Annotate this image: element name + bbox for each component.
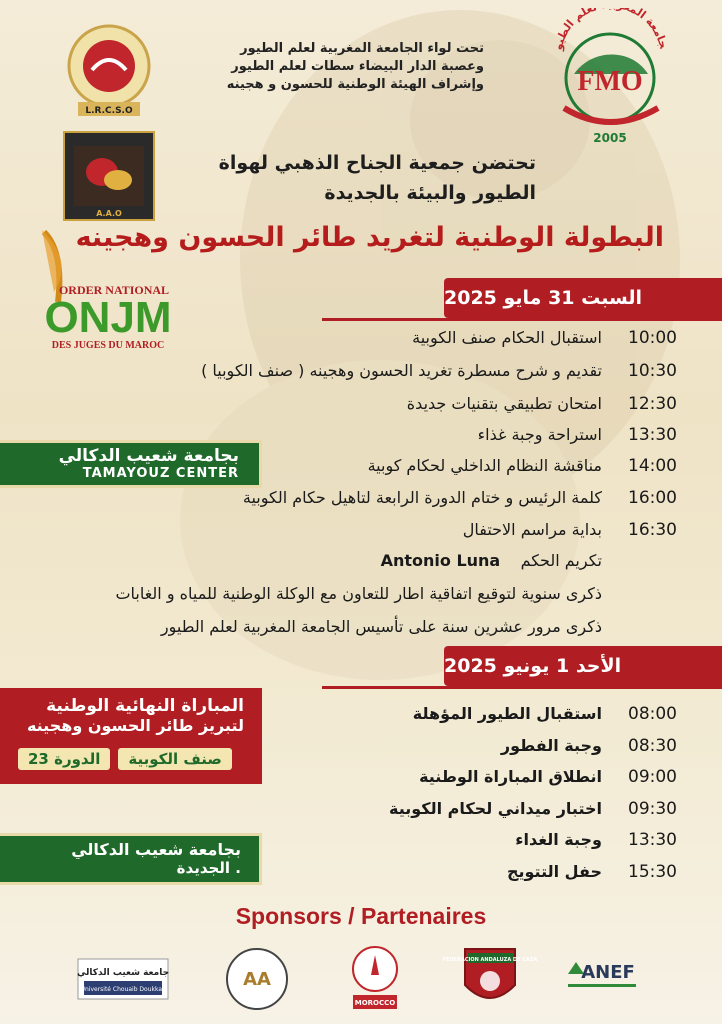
schedule-time: 10:00 — [628, 328, 677, 348]
svg-text:ORDER NATIONAL: ORDER NATIONAL — [58, 283, 170, 297]
venue-line-1: بجامعة شعيب الدكالي — [71, 840, 241, 859]
schedule-activity: استقبال الطيور المؤهلة — [412, 704, 602, 723]
sponsor-logos — [0, 945, 722, 1015]
venue-box — [0, 440, 262, 488]
host-line-1: تحتضن جمعية الجناح الذهبي لهواة — [218, 152, 536, 174]
schedule-time: 10:30 — [628, 361, 677, 381]
schedule-time: 16:00 — [628, 488, 677, 508]
schedule-row — [0, 520, 722, 550]
svg-text:ANEF: ANEF — [581, 962, 635, 983]
final-badges — [18, 748, 232, 770]
university-logo — [78, 945, 168, 1013]
final-line-1: المباراة النهائية الوطنية — [46, 696, 244, 716]
schedule-time: 16:30 — [628, 520, 677, 540]
divider — [322, 686, 722, 689]
schedule-activity: امتحان تطبيقي بتقنيات جديدة — [406, 394, 602, 413]
svg-text:جامعة شعيب الدكالي: جامعة شعيب الدكالي — [76, 968, 170, 978]
schedule-row — [0, 799, 722, 829]
schedule-activity: تقديم و شرح مسطرة تغريد الحسون وهجينه ( صنف الكوبيا ) — [201, 361, 602, 380]
schedule-time: 12:30 — [628, 394, 677, 414]
svg-text:DES JUGES DU MAROC: DES JUGES DU MAROC — [51, 340, 165, 351]
patronage-line: تحت لواء الجامعة المغربية لعلم الطيور — [240, 41, 484, 56]
svg-text:AA: AA — [243, 969, 271, 990]
honor-name: Antonio Luna — [380, 551, 501, 570]
note-line: ذكرى سنوية لتوقيع اتفاقية اطار للتعاون مع الوكلة الوطنية للمياه و الغابات — [115, 584, 602, 603]
schedule-activity: وجبة الفطور — [500, 736, 602, 755]
schedule-row — [0, 328, 722, 358]
divider — [322, 318, 722, 321]
arcso-logo — [60, 22, 158, 118]
aao-logo — [60, 128, 158, 224]
schedule-time: 09:30 — [628, 799, 677, 819]
venue-arabic: بجامعة شعيب الدكالي — [58, 446, 239, 466]
svg-text:Université Chouaib Doukkali: Université Chouaib Doukkali — [80, 986, 166, 993]
category-badge: صنف الكوبية — [118, 748, 231, 770]
svg-text:الجامعة المغربية لعلم الطيور: جامعة الم علم الطيو — [552, 8, 670, 52]
sponsors-title: Sponsors / Partenaires — [235, 903, 487, 929]
schedule-time: 09:00 — [628, 767, 677, 787]
schedule-time: 13:30 — [628, 425, 677, 445]
venue-english: TAMAYOUZ CENTER — [82, 466, 239, 481]
schedule-activity: بداية مراسم الاحتفال — [462, 520, 602, 539]
note-line: ذكرى مرور عشرين سنة على تأسيس الجامعة المغربية لعلم الطيور — [160, 617, 602, 636]
schedule-activity: استقبال الحكام صنف الكوبية — [412, 328, 602, 347]
breeding-club-logo — [345, 945, 405, 1013]
schedule-time: 14:00 — [628, 456, 677, 476]
svg-text:L.R.C.S.O: L.R.C.S.O — [85, 106, 133, 116]
venue-line-2: . الجديدة — [176, 859, 241, 877]
schedule-activity: كلمة الرئيس و ختام الدورة الرابعة لتاهيل حكام الكوبية — [242, 488, 602, 507]
svg-text:2005: 2005 — [593, 131, 627, 145]
schedule-row — [0, 394, 722, 424]
frmo-logo — [552, 8, 670, 148]
federacion-andaluza-logo — [442, 945, 538, 1013]
schedule-row — [0, 488, 722, 518]
schedule-time: 15:30 — [628, 862, 677, 882]
svg-text:MOROCCO: MOROCCO — [354, 999, 396, 1007]
schedule-row — [0, 361, 722, 391]
schedule-time: 08:00 — [628, 704, 677, 724]
day1-label: السبت 31 مايو 2025 — [444, 278, 722, 318]
championship-title: البطولة الوطنية لتغريد طائر الحسون وهجينه — [75, 222, 664, 253]
edition-badge: الدورة 23 — [18, 748, 110, 770]
svg-text:ONJM: ONJM — [44, 293, 172, 342]
honor-prefix: تكريم الحكم — [520, 551, 602, 570]
svg-text:A.A.O: A.A.O — [96, 209, 122, 218]
final-line-2: لتبريز طائر الحسون وهجينه — [26, 716, 244, 735]
aa-group-logo — [222, 945, 292, 1013]
patronage-line: وإشراف الهيئة الوطنية للحسون و هجينه — [226, 77, 484, 92]
venue-box — [0, 833, 262, 885]
schedule-activity: مناقشة النظام الداخلي لحكام كوبية — [367, 456, 602, 475]
schedule-activity: انطلاق المباراة الوطنية — [419, 767, 602, 786]
patronage-text — [184, 40, 484, 94]
schedule-activity: اختبار ميداني لحكام الكوبية — [388, 799, 602, 818]
host-line-2: الطيور والبيئة بالجديدة — [324, 182, 536, 204]
schedule-time: 13:30 — [628, 830, 677, 850]
svg-text:FMO: FMO — [577, 66, 643, 97]
schedule-time: 08:30 — [628, 736, 677, 756]
svg-text:FEDERACION ANDALUZA DE CAZA: FEDERACION ANDALUZA DE CAZA — [442, 957, 538, 963]
patronage-line: وعصبة الدار البيضاء سطات لعلم الطيور — [231, 59, 484, 74]
anef-logo — [562, 945, 642, 1013]
schedule-activity: حفل التتويج — [506, 862, 602, 881]
schedule-activity: وجبة الغداء — [515, 830, 602, 849]
honor-line — [2, 551, 602, 570]
schedule-activity: استراحة وجبة غذاء — [477, 425, 602, 444]
day2-label: الأحد 1 يونيو 2025 — [444, 646, 722, 686]
